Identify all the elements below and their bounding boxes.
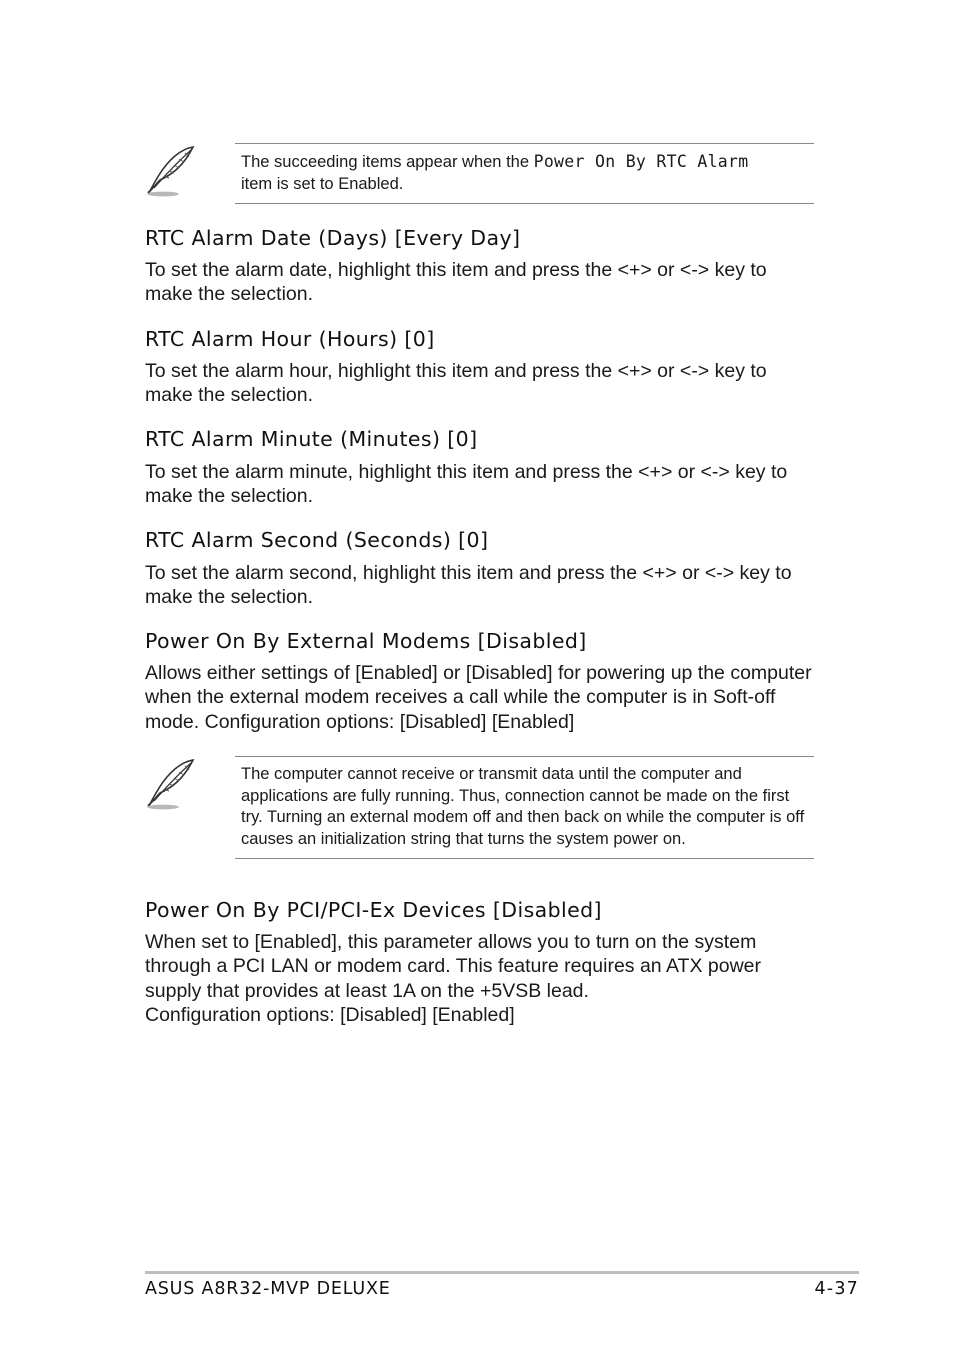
section-body: To set the alarm date, highlight this item and press the <+> or <-> key to make the selection. <box>145 259 767 306</box>
note-text: The succeeding items appear when the Power On By RTC Alarm item is set to Enabled. <box>241 152 749 193</box>
section-body-config: Configuration options: [Disabled] [Enabled] <box>145 1004 515 1026</box>
feather-pen-icon <box>145 143 201 199</box>
feather-pen-icon <box>145 756 201 812</box>
section-body: Allows either settings of [Enabled] or [Disabled] for powering up the computer when the external modem receives a call while the computer is in Soft-off mode. Configuration options: [Disabled] [Enabled] <box>145 662 812 733</box>
section-body: When set to [Enabled], this parameter allows you to turn on the system through a PCI LAN or modem card. This feature requires an ATX power supply that provides at least 1A on the +5VSB lead. <box>145 931 761 1002</box>
note-frame <box>235 143 814 204</box>
section-heading: Power On By PCI/PCI-Ex Devices [Disabled] <box>145 898 602 922</box>
section-body: To set the alarm hour, highlight this item and press the <+> or <-> key to make the selection. <box>145 360 767 407</box>
section-body: To set the alarm second, highlight this item and press the <+> or <-> key to make the selection. <box>145 562 792 609</box>
note-item-name: Power On By RTC Alarm <box>533 152 749 171</box>
note-box <box>145 143 814 203</box>
footer-divider <box>145 1271 859 1274</box>
note-box <box>145 756 814 882</box>
section-body: To set the alarm minute, highlight this item and press the <+> or <-> key to make the selection. <box>145 461 788 508</box>
section-heading: RTC Alarm Minute (Minutes) [0] <box>145 427 478 451</box>
note-text: The computer cannot receive or transmit data until the computer and applications are fully running. Thus, connection cannot be made on the first try. Turning an external modem off and then back on while the computer is off causes an initialization string that turns the system power on. <box>241 765 805 848</box>
section-heading: RTC Alarm Hour (Hours) [0] <box>145 327 435 351</box>
section-heading: Power On By External Modems [Disabled] <box>145 629 587 653</box>
note-frame <box>235 756 814 859</box>
footer-product-name: ASUS A8R32-MVP DELUXE <box>145 1279 391 1299</box>
footer-page-number: 4-37 <box>814 1279 859 1299</box>
section-heading: RTC Alarm Date (Days) [Every Day] <box>145 226 521 250</box>
section-heading: RTC Alarm Second (Seconds) [0] <box>145 528 489 552</box>
